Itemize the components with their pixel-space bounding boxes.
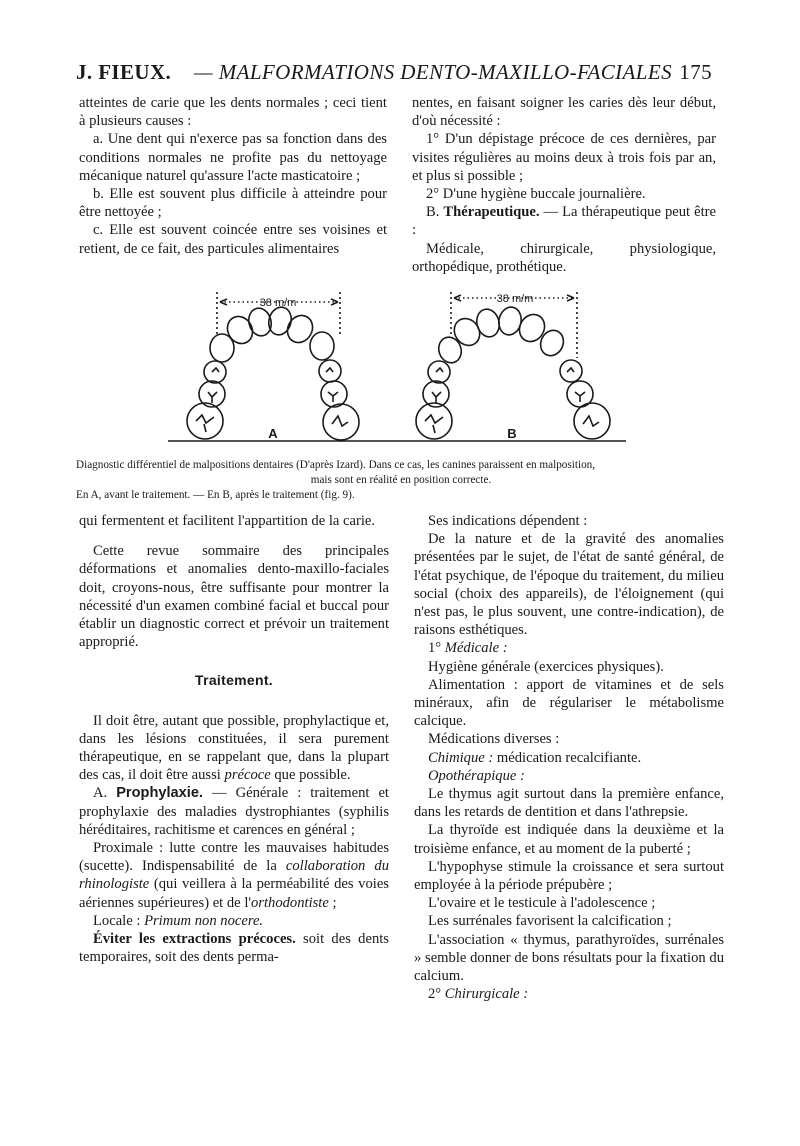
list-item-c: c. Elle est souvent coincée entre ses voisines et retient, de ce fait, des particules alimentaires [79, 222, 387, 257]
dental-arch-diagram [160, 288, 630, 448]
paragraph-text: Proximale : lutte contre les mauvaises habitudes (sucette). Indispensabilité de la [79, 840, 389, 875]
paragraph [79, 839, 389, 912]
paragraph: L'association « thymus, parathyroïdes, surrénales » semble donner de bons résultats pour la fixation du calcium. [414, 931, 724, 985]
prophylaxie-paragraph [79, 784, 389, 839]
left-column-bottom [79, 512, 389, 966]
paragraph: Alimentation : apport de vitamines et de sels minéraux, afin de régulariser le métabolisme calcique. [414, 676, 724, 730]
running-header [76, 60, 712, 92]
paragraph-text: — La thérapeutique peut être : [412, 204, 716, 239]
paragraph: Ses indications dépendent : [428, 513, 588, 529]
header-author: J. FIEUX. [76, 60, 172, 84]
right-column-bottom [414, 512, 724, 1003]
paragraph-text: Locale : [93, 912, 141, 929]
paragraph [414, 767, 724, 785]
measure-label-b: 38 m/m [496, 293, 534, 305]
paragraph: L'ovaire et le testicule à l'adolescence ; [428, 895, 656, 912]
paragraph: atteintes de carie que les dents normales ; ceci tient à plusieurs causes : [79, 95, 387, 130]
dental-arch-a [187, 305, 359, 440]
emphasis: Opothérapique : [428, 767, 525, 784]
page-number: 175 [679, 60, 712, 84]
paragraph-text: Il doit être, autant que possible, prophylactique et, dans les lésions constituées, il sera purement thérapeutique, en se rappelant que, dans la plupart des cas, il doit être aussi [79, 712, 389, 784]
paragraph: Les surrénales favorisent la calcification ; [428, 913, 672, 930]
right-column-top [412, 94, 716, 276]
emphasis: Chimique : [428, 749, 494, 766]
subsection-title: Chirurgicale : [444, 986, 529, 1003]
subsection-title: Médicale : [444, 640, 508, 657]
paragraph-text: — Générale : traitement et prophylaxie des maladies dystrophiantes (syphilis héréditaires, rachitisme et carences en général ; [79, 785, 389, 838]
paragraph: Le thymus agit surtout dans la première enfance, dans les retards de dentition et dans l'athrepsie. [414, 786, 724, 821]
paragraph: De la nature et de la gravité des anomalies présentées par le sujet, de l'état de santé général, de l'état psychique, de l'époque du traitement, du milieu social (choix des appareils), de l'éloignement (qui n'est pas, le plus souvent, une contre-indication), de raisons esthétiques. [414, 531, 724, 639]
emphasis: orthodontiste [251, 894, 329, 911]
bold-text: Éviter les extractions précoces. [93, 931, 296, 948]
paragraph [414, 749, 724, 767]
paragraph [79, 912, 389, 930]
subsection-chirurgicale [414, 985, 724, 1003]
subsection-number: 1° [428, 640, 442, 657]
paragraph: qui fermentent et facilitent l'appartition de la carie. [79, 513, 375, 529]
caption-line: Diagnostic différentiel de malpositions dentaires (D'après Izard). Dans ce cas, les canines paraissent en malposition, [76, 459, 596, 471]
left-column-top [79, 94, 387, 258]
dental-arch-b [416, 305, 610, 439]
measure-label-a: 38 m/m [259, 297, 297, 309]
section-title-therapeutique: Thérapeutique. [443, 204, 540, 221]
caption-line: mais sont en réalité en position correcte. [310, 474, 492, 486]
list-item-a: a. Une dent qui n'exerce pas sa fonction dans des conditions normales ne profite pas du nettoyage mécanique naturel qu'assure l'acte masticatoire ; [79, 131, 387, 184]
paragraph-text: (qui veillera à la perméabilité des voies aériennes supérieures) et de l' [79, 876, 389, 911]
subsection-number: 2° [428, 986, 442, 1003]
paragraph [79, 712, 389, 785]
paragraph-text: ; [332, 894, 337, 911]
caption-line: En A, avant le traitement. — En B, après le traitement (fig. 9). [76, 489, 355, 501]
emphasis: précoce [224, 767, 271, 784]
paragraph: L'hypophyse stimule la croissance et sera surtout employée à la période prépubère ; [414, 858, 724, 894]
paragraph: Médicale, chirurgicale, physiologique, orthopédique, prothétique. [412, 240, 716, 275]
paragraph: Cette revue sommaire des principales déformations et anomalies dento-maxillo-faciales doit, croyons-nous, être suffisante pour montrer la nécessité d'un examen combiné facial et buccal pour établir un diagnostic correct et prévoir un traitement approprié. [79, 543, 389, 651]
paragraph: 2° D'une hygiène buccale journalière. [426, 186, 646, 203]
emphasis: Primum non nocere. [144, 912, 264, 929]
dental-arch-figure [160, 288, 630, 448]
section-title-prophylaxie: Prophylaxie. [116, 785, 203, 802]
section-heading-traitement: Traitement. [195, 672, 273, 689]
paragraph: 1° D'un dépistage précoce de ces dernières, par visites régulières au moins deux à trois fois par an, et plus si possible ; [412, 131, 716, 184]
paragraph-text: médication recalcifiante. [496, 749, 642, 766]
paragraph-text: que possible. [274, 767, 351, 784]
arch-label-b: B [507, 426, 517, 441]
header-title: — MALFORMATIONS DENTO-MAXILLO-FACIALES [194, 60, 672, 84]
section-letter: A. [93, 785, 108, 802]
paragraph [79, 930, 389, 966]
paragraph: Hygiène générale (exercices physiques). [428, 658, 664, 675]
section-letter: B. [426, 204, 440, 221]
paragraph: La thyroïde est indiquée dans la deuxième et la troisième enfance, et au moment de la puberté ; [414, 822, 724, 857]
paragraph: Médications diverses : [428, 731, 560, 748]
list-item-b: b. Elle est souvent plus difficile à atteindre pour être nettoyée ; [79, 186, 387, 221]
paragraph: nentes, en faisant soigner les caries dès leur début, d'où nécessité : [412, 95, 716, 130]
therapeutique-paragraph [412, 203, 716, 239]
arch-label-a: A [268, 426, 278, 441]
figure-caption [76, 458, 726, 503]
emphasis: collaboration du rhinologiste [79, 858, 390, 893]
paragraph-text: soit des dents temporaires, soit des dents perma- [79, 931, 389, 966]
subsection-medicale [414, 639, 724, 657]
